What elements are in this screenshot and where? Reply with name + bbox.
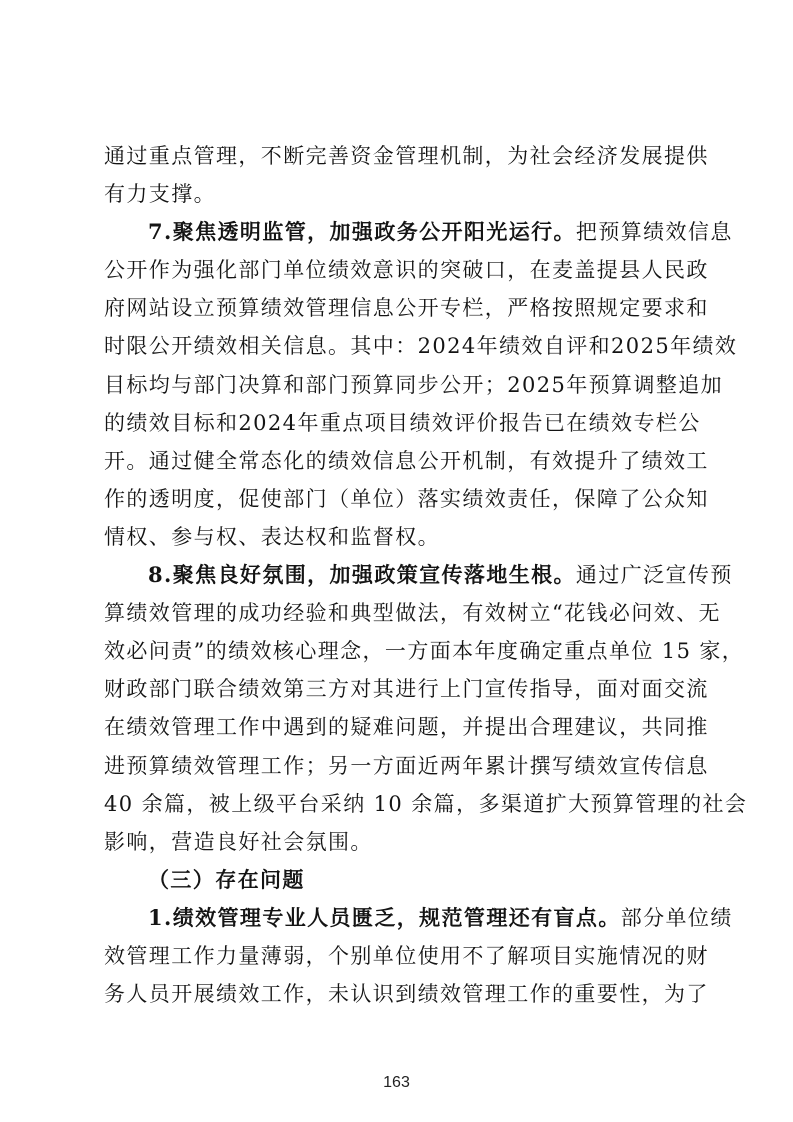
text-line: [104, 366, 724, 404]
line-text: 的绩效目标和2024年重点项目绩效评价报告已在绩效专栏公: [104, 410, 701, 435]
bold-heading: 7.聚焦透明监管，加强政务公开阳光运行。: [148, 219, 576, 245]
line-text: 务人员开展绩效工作，未认识到绩效管理工作的重要性，为了: [104, 982, 709, 1007]
line-text: 作的透明度，促使部门（单位）落实绩效责任，保障了公众知: [104, 486, 709, 511]
body-text: [104, 137, 748, 1013]
line-text: 部分单位绩: [620, 905, 733, 930]
text-line: [104, 251, 709, 289]
text-line: [104, 823, 702, 861]
line-text: 府网站设立预算绩效管理信息公开专栏，严格按照规定要求和: [104, 296, 709, 321]
line-text: 情权、参与权、表达权和监督权。: [104, 524, 440, 549]
bold-heading: （三）存在问题: [148, 866, 305, 892]
line-text: 效管理工作力量薄弱，个别单位使用不了解项目实施情况的财: [104, 943, 709, 968]
text-line: [104, 518, 702, 556]
line-text: 时限公开绩效相关信息。其中：2024年绩效自评和2025年绩效: [104, 334, 738, 359]
text-line: [104, 708, 709, 746]
text-line: [104, 480, 709, 518]
text-line: [104, 747, 709, 785]
line-text: 开。通过健全常态化的绩效信息公开机制，有效提升了绩效工: [104, 448, 709, 473]
text-line: [104, 213, 733, 251]
text-line: [104, 785, 748, 823]
bold-heading: 8.聚焦良好氛围，加强政策宣传落地生根。: [148, 562, 576, 588]
text-line: [104, 327, 738, 365]
bold-heading: 1.绩效管理专业人员匮乏，规范管理还有盲点。: [148, 904, 621, 930]
line-text: 通过广泛宣传预: [575, 563, 733, 588]
text-line: [104, 861, 702, 899]
text-line: [104, 594, 721, 632]
text-line: [104, 442, 709, 480]
line-text: 效必问责”的绩效核心理念，一方面本年度确定重点单位 15 家，: [104, 639, 745, 664]
text-line: [104, 937, 709, 975]
line-text: 进预算绩效管理工作；另一方面近两年累计撰写绩效宣传信息: [104, 753, 709, 778]
text-line: [104, 632, 745, 670]
line-text: 影响，营造良好社会氛围。: [104, 829, 373, 854]
text-line: [104, 556, 733, 594]
text-line: [104, 899, 733, 937]
text-line: [104, 670, 709, 708]
text-line: [104, 289, 709, 327]
line-text: 通过重点管理，不断完善资金管理机制，为社会经济发展提供: [104, 144, 709, 168]
text-line: [104, 975, 709, 1013]
text-line: [104, 175, 702, 213]
line-text: 目标均与部门决算和部门预算同步公开；2025年预算调整追加: [104, 372, 724, 397]
page-number: 163: [383, 1074, 410, 1091]
line-text: 有力支撑。: [104, 182, 216, 207]
text-line: [104, 137, 709, 175]
line-text: 把预算绩效信息: [575, 220, 733, 245]
line-text: 40 余篇，被上级平台采纳 10 余篇，多渠道扩大预算管理的社会: [104, 791, 748, 816]
line-text: 算绩效管理的成功经验和典型做法，有效树立“花钱必问效、无: [104, 601, 721, 626]
line-text: 财政部门联合绩效第三方对其进行上门宣传指导，面对面交流: [104, 677, 709, 702]
line-text: 公开作为强化部门单位绩效意识的突破口，在麦盖提县人民政: [104, 258, 709, 283]
line-text: 在绩效管理工作中遇到的疑难问题，并提出合理建议，共同推: [104, 715, 709, 740]
text-line: [104, 404, 702, 442]
